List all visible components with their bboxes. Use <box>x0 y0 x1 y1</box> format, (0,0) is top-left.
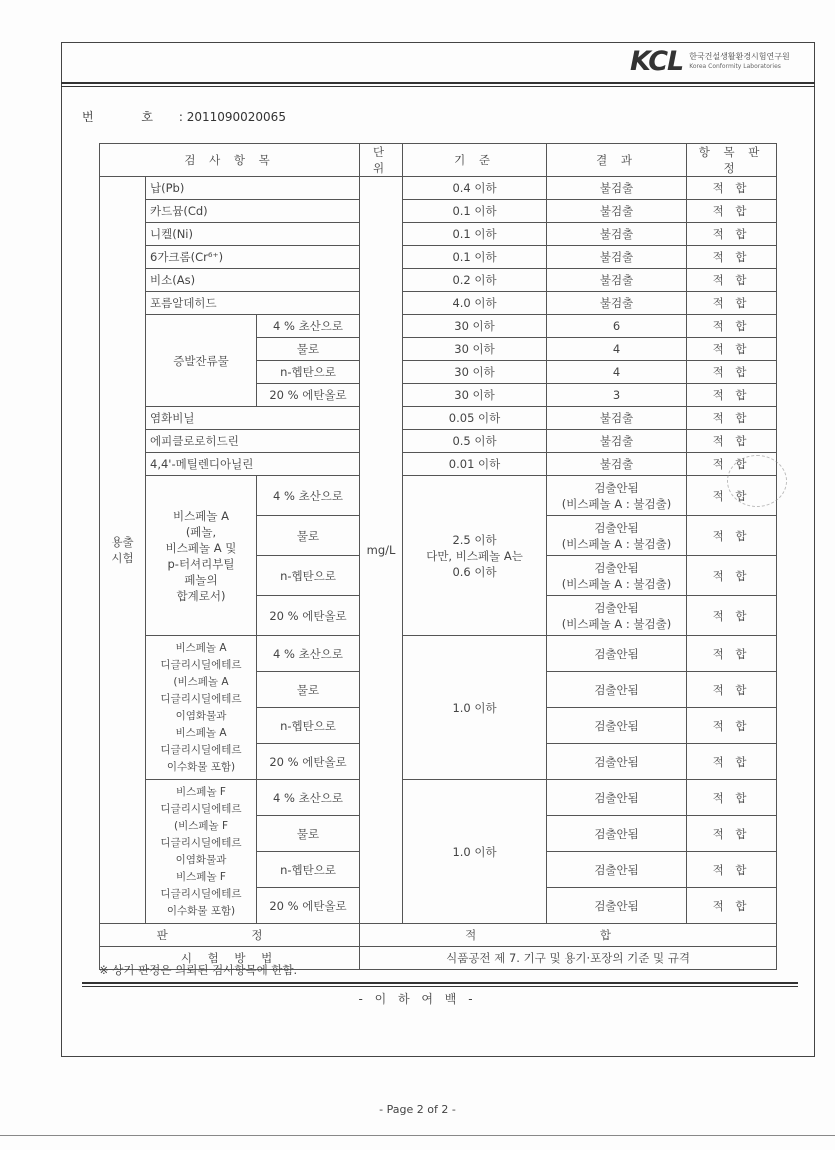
result-value: 검출안됨 <box>547 672 687 708</box>
judgment-value: 적 합 <box>687 338 777 361</box>
test-results-table <box>99 143 777 970</box>
unit-value: mg/L <box>360 177 403 924</box>
table-row <box>100 407 777 430</box>
table-row <box>100 636 777 672</box>
header-divider <box>61 82 815 84</box>
result-value: 검출안됨 <box>547 888 687 924</box>
table-row <box>100 269 777 292</box>
judgment-value: 적 합 <box>687 246 777 269</box>
solvent-name: 4 % 초산으로 <box>257 315 360 338</box>
header-result: 결 과 <box>547 144 687 177</box>
solvent-name: 20 % 에탄올로 <box>257 888 360 924</box>
document-number-value: 2011090020065 <box>186 110 286 124</box>
header-standard: 기 준 <box>403 144 547 177</box>
solvent-name: 20 % 에탄올로 <box>257 596 360 636</box>
solvent-name: 4 % 초산으로 <box>257 476 360 516</box>
seal-stamp <box>727 455 787 507</box>
solvent-name: 물로 <box>257 816 360 852</box>
table-row <box>100 223 777 246</box>
judgment-value: 적 합 <box>687 453 777 476</box>
judgment-value: 적 합 <box>687 361 777 384</box>
org-name-en: Korea Conformity Laboratories <box>689 62 781 70</box>
judgment-value: 적 합 <box>687 556 777 596</box>
standard-value: 30 이하 <box>403 338 547 361</box>
result-value: 검출안됨 <box>547 744 687 780</box>
judgment-value: 적 합 <box>687 780 777 816</box>
judgment-value: 적 합 <box>687 384 777 407</box>
solvent-name: n-헵탄으로 <box>257 852 360 888</box>
result-value: 불검출 <box>547 246 687 269</box>
standard-value: 0.1 이하 <box>403 200 547 223</box>
judgment-value: 적 합 <box>687 476 777 516</box>
kcl-logo <box>630 46 790 77</box>
badge-label: 비스페놀 A 디글리시딜에테르 (비스페놀 A 디글리시딜에테르 이염화물과 비스페놀 A 디글리시딜에테르 이수화물 포함) <box>146 636 257 780</box>
judgment-value: 적 합 <box>687 292 777 315</box>
result-value: 불검출 <box>547 407 687 430</box>
result-value: 불검출 <box>547 292 687 315</box>
judgment-value: 적 합 <box>687 430 777 453</box>
standard-value: 0.4 이하 <box>403 177 547 200</box>
item-name: 염화비닐 <box>146 407 360 430</box>
result-value: 검출안됨 <box>547 780 687 816</box>
footer-divider-thin <box>82 986 798 987</box>
header-divider-thin <box>61 86 815 87</box>
test-method-label: 시 험 방 법 <box>100 947 360 970</box>
judgment-value: 적 합 <box>687 223 777 246</box>
logo-mark: KCL <box>630 46 684 77</box>
judgment-value: 적 합 <box>687 516 777 556</box>
group-label-elution-test: 용출 시험 <box>100 177 146 924</box>
standard-value: 0.1 이하 <box>403 223 547 246</box>
standard-value: 0.5 이하 <box>403 430 547 453</box>
item-name: 비소(As) <box>146 269 360 292</box>
judgment-value: 적 합 <box>687 315 777 338</box>
result-value: 불검출 <box>547 453 687 476</box>
solvent-name: 물로 <box>257 338 360 361</box>
result-value: 4 <box>547 361 687 384</box>
standard-value: 4.0 이하 <box>403 292 547 315</box>
result-value: 4 <box>547 338 687 361</box>
result-value: 불검출 <box>547 200 687 223</box>
judgment-value: 적 합 <box>687 888 777 924</box>
item-name: 카드뮴(Cd) <box>146 200 360 223</box>
standard-value: 1.0 이하 <box>403 636 547 780</box>
result-value: 검출안됨 <box>547 708 687 744</box>
document-number <box>82 108 286 125</box>
table-row <box>100 780 777 816</box>
page-bottom-line <box>0 1135 835 1136</box>
verdict-row <box>100 924 777 947</box>
footnote: ※ 상기 판정은 의뢰된 검사항목에 한함. <box>99 963 298 977</box>
table-row <box>100 292 777 315</box>
solvent-name: n-헵탄으로 <box>257 556 360 596</box>
table-row <box>100 200 777 223</box>
table-row <box>100 177 777 200</box>
judgment-value: 적 합 <box>687 200 777 223</box>
judgment-value: 적 합 <box>687 407 777 430</box>
bisphenol-a-label: 비스페놀 A (페놀, 비스페놀 A 및 p-터셔리부틸 페놀의 합계로서) <box>146 476 257 636</box>
overall-verdict-label: 판 정 <box>100 924 360 947</box>
footer-divider <box>82 982 798 984</box>
judgment-value: 적 합 <box>687 177 777 200</box>
judgment-value: 적 합 <box>687 852 777 888</box>
standard-value: 0.01 이하 <box>403 453 547 476</box>
result-value: 검출안됨 (비스페놀 A : 불검출) <box>547 476 687 516</box>
result-value: 3 <box>547 384 687 407</box>
item-name: 4,4'-메틸렌디아닐린 <box>146 453 360 476</box>
judgment-value: 적 합 <box>687 744 777 780</box>
item-name: 포름알데히드 <box>146 292 360 315</box>
standard-value: 1.0 이하 <box>403 780 547 924</box>
standard-value: 2.5 이하 다만, 비스페놀 A는 0.6 이하 <box>403 476 547 636</box>
result-value: 불검출 <box>547 177 687 200</box>
standard-value: 30 이하 <box>403 361 547 384</box>
document-number-separator: : <box>178 110 183 124</box>
judgment-value: 적 합 <box>687 636 777 672</box>
blank-below-mark: - 이 하 여 백 - <box>358 992 477 1006</box>
overall-verdict-value: 적 합 <box>360 924 777 947</box>
standard-value: 0.1 이하 <box>403 246 547 269</box>
bfdge-label: 비스페놀 F 디글리시딜에테르 (비스페놀 F 디글리시딜에테르 이염화물과 비스페놀 F 디글리시딜에테르 이수화물 포함) <box>146 780 257 924</box>
result-value: 검출안됨 <box>547 636 687 672</box>
table-row <box>100 315 777 338</box>
header-item: 검 사 항 목 <box>100 144 360 177</box>
result-value: 불검출 <box>547 223 687 246</box>
judgment-value: 적 합 <box>687 816 777 852</box>
org-name-ko: 한국건설생활환경시험연구원 <box>689 51 790 61</box>
solvent-name: n-헵탄으로 <box>257 361 360 384</box>
standard-value: 30 이하 <box>403 315 547 338</box>
header-unit: 단 위 <box>360 144 403 177</box>
standard-value: 0.05 이하 <box>403 407 547 430</box>
solvent-name: 4 % 초산으로 <box>257 636 360 672</box>
table-row <box>100 430 777 453</box>
judgment-value: 적 합 <box>687 596 777 636</box>
item-name: 6가크롬(Cr⁶⁺) <box>146 246 360 269</box>
solvent-name: 4 % 초산으로 <box>257 780 360 816</box>
table-row <box>100 453 777 476</box>
result-value: 6 <box>547 315 687 338</box>
result-value: 검출안됨 (비스페놀 A : 불검출) <box>547 556 687 596</box>
result-value: 검출안됨 (비스페놀 A : 불검출) <box>547 596 687 636</box>
result-value: 검출안됨 <box>547 816 687 852</box>
item-name: 납(Pb) <box>146 177 360 200</box>
judgment-value: 적 합 <box>687 269 777 292</box>
result-value: 검출안됨 <box>547 852 687 888</box>
result-value: 검출안됨 (비스페놀 A : 불검출) <box>547 516 687 556</box>
standard-value: 0.2 이하 <box>403 269 547 292</box>
solvent-name: 물로 <box>257 672 360 708</box>
table-row <box>100 476 777 516</box>
residue-label: 증발잔류물 <box>146 315 257 407</box>
solvent-name: n-헵탄으로 <box>257 708 360 744</box>
result-value: 불검출 <box>547 430 687 453</box>
page-number: - Page 2 of 2 - <box>379 1103 456 1116</box>
solvent-name: 20 % 에탄올로 <box>257 744 360 780</box>
header-judgment: 항 목 판 정 <box>687 144 777 177</box>
document-number-label: 번 호 <box>82 110 175 124</box>
judgment-value: 적 합 <box>687 672 777 708</box>
solvent-name: 물로 <box>257 516 360 556</box>
item-name: 니켈(Ni) <box>146 223 360 246</box>
judgment-value: 적 합 <box>687 708 777 744</box>
table-row <box>100 246 777 269</box>
standard-value: 30 이하 <box>403 384 547 407</box>
item-name: 에피클로로히드린 <box>146 430 360 453</box>
test-method-value: 식품공전 제 7. 기구 및 용기·포장의 기준 및 규격 <box>360 947 777 970</box>
result-value: 불검출 <box>547 269 687 292</box>
solvent-name: 20 % 에탄올로 <box>257 384 360 407</box>
